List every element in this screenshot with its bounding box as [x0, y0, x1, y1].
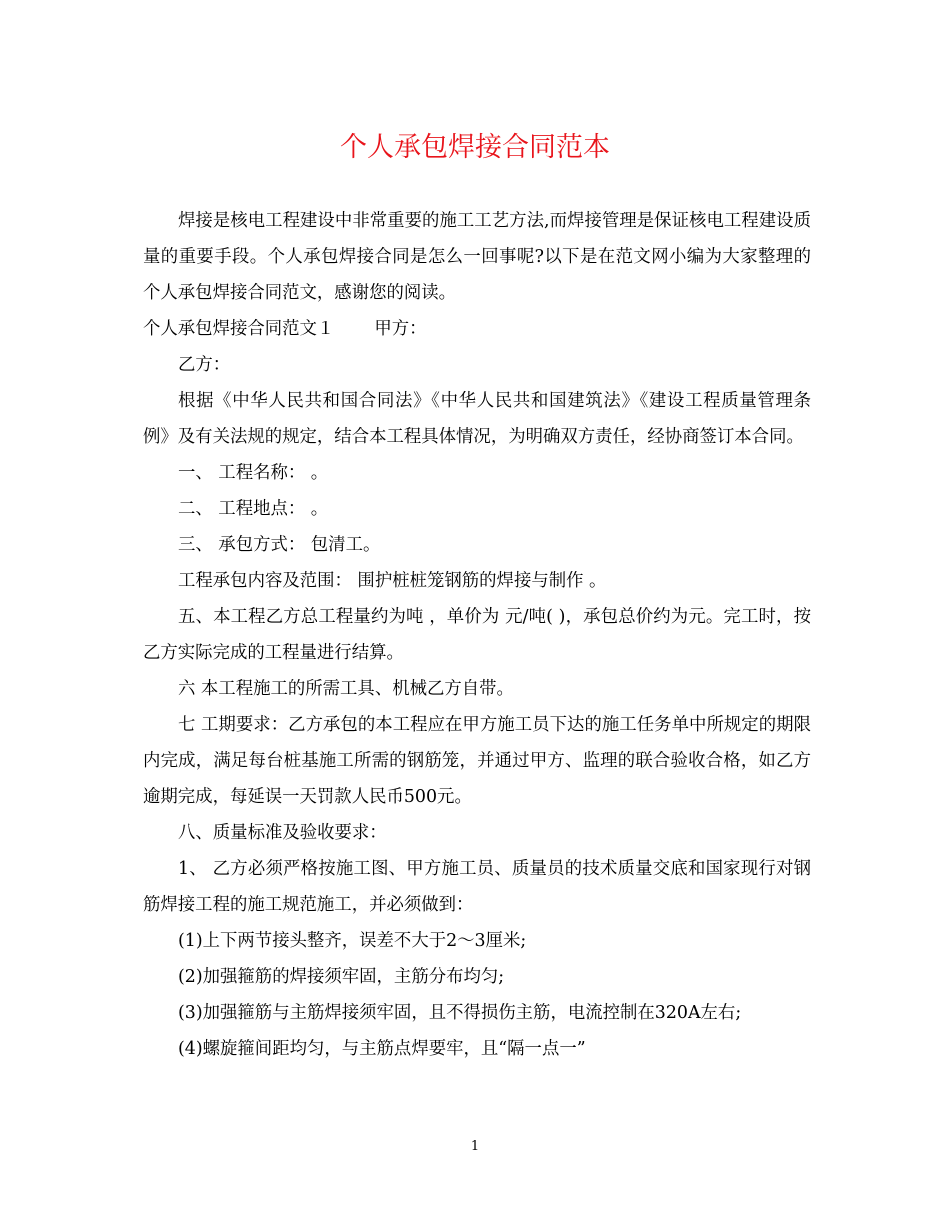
paragraph-party-b: 乙方： — [178, 355, 231, 375]
paragraph-contract-heading — [143, 311, 811, 347]
paragraph-quality-sub-1: (1)上下两节接头整齐，误差不大于2～3厘米; — [178, 931, 527, 951]
paragraph-quality-heading: 八、质量标准及验收要求： — [178, 823, 387, 843]
document-body — [143, 203, 811, 1067]
page-number: 1 — [470, 1139, 480, 1154]
paragraph-scope: 工程承包内容及范围： 围护桩桩笼钢筋的焊接与制作 。 — [178, 571, 607, 591]
paragraph-quality-sub-4: (4)螺旋箍间距均匀，与主筋点焊要牢，且“隔一点一” — [178, 1039, 586, 1059]
paragraph-quantity-price: 五、本工程乙方总工程量约为吨 ，单价为 元/吨( )，承包总价约为元。完工时，按乙方实际完成的工程量进行结算。 — [143, 607, 811, 663]
paragraph-intro: 焊接是核电工程建设中非常重要的施工工艺方法,而焊接管理是保证核电工程建设质量的重要手段。个人承包焊接合同是怎么一回事呢?以下是在范文网小编为大家整理的个人承包焊接合同范文，感谢您的阅读。 — [143, 211, 811, 303]
party-a-label: 甲方： — [374, 319, 427, 339]
paragraph-project-name: 一、 工程名称： 。 — [178, 463, 329, 483]
paragraph-legal-basis: 根据《中华人民共和国合同法》《中华人民共和国建筑法》《建设工程质量管理条例》及有关法规的规定，结合本工程具体情况，为明确双方责任，经协商签订本合同。 — [143, 391, 811, 447]
paragraph-quality-sub-2: (2)加强箍筋的焊接须牢固，主筋分布均匀; — [178, 967, 505, 987]
document-title: 个人承包焊接合同范本 — [340, 132, 610, 163]
contract-heading-label: 个人承包焊接合同范文１ — [143, 319, 335, 339]
paragraph-quality-item-1: 1、 乙方必须严格按施工图、甲方施工员、质量员的技术质量交底和国家现行对钢筋焊接工程的施工规范施工，并必须做到： — [143, 859, 811, 915]
paragraph-project-location: 二、 工程地点： 。 — [178, 499, 329, 519]
paragraph-contract-method: 三、 承包方式： 包清工。 — [178, 535, 381, 555]
paragraph-quality-sub-3: (3)加强箍筋与主筋焊接须牢固，且不得损伤主筋，电流控制在320A左右; — [178, 1003, 742, 1023]
paragraph-tools: 六 本工程施工的所需工具、机械乙方自带。 — [178, 679, 514, 699]
paragraph-schedule: 七 工期要求：乙方承包的本工程应在甲方施工员下达的施工任务单中所规定的期限内完成，满足每台桩基施工所需的钢筋笼，并通过甲方、监理的联合验收合格，如乙方逾期完成，每延误一天罚款人民币500元。 — [143, 715, 811, 807]
